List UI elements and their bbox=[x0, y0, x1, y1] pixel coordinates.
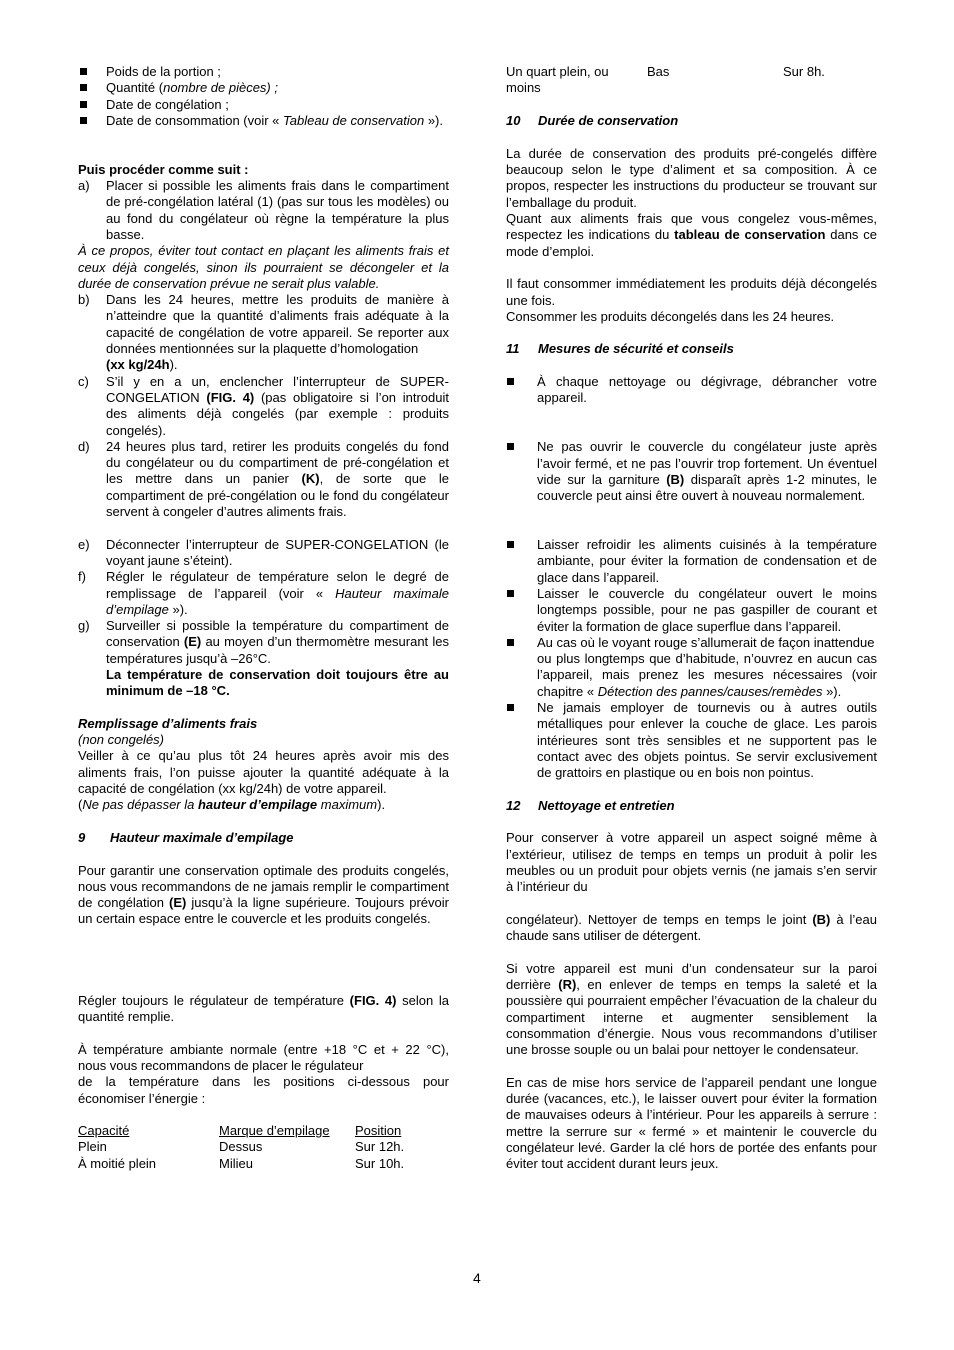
safety-bullet: Laisser refroidir les aliments cuisinés à la température ambiante, pour éviter la formation de condensation et de glace dans l’appareil. bbox=[506, 537, 877, 586]
page-number: 4 bbox=[473, 1270, 481, 1286]
section-10-paragraph: Il faut consommer immédiatement les produits déjà décongelés une fois. bbox=[506, 276, 877, 308]
section-9-heading: 9 Hauteur maximale d’empilage bbox=[78, 829, 294, 845]
square-bullet-icon bbox=[80, 117, 87, 124]
table-cell: Plein bbox=[78, 1139, 107, 1155]
section-12-paragraph: Si votre appareil est muni d’un condensateur sur la paroi derrière (R), en enlever de temps en temps la saleté et la poussière qui pourraient empêcher l’évacuation de la chaleur du compartiment interne et augmenter sensiblement la consommation d’énergie. Nous vous recommandons d’utiliser une brosse souple ou un balai pour nettoyer le condensateur. bbox=[506, 960, 877, 1058]
regulator-paragraph: Régler toujours le régulateur de température (FIG. 4) selon la quantité remplie. bbox=[78, 992, 449, 1025]
section-10-heading: 10 Durée de conservation bbox=[506, 113, 679, 129]
step-f: f) Régler le régulateur de température selon le degré de remplissage de l’appareil (voir « Hauteur maximale d’empilage »). bbox=[78, 569, 449, 617]
table-header: Marque d’empilage bbox=[219, 1123, 330, 1139]
bullet-item: Poids de la portion ; bbox=[78, 64, 449, 80]
bullet-item: Quantité (nombre de pièces) ; bbox=[78, 80, 449, 96]
section-10-paragraph: Quant aux aliments frais que vous congelez vous-mêmes, respectez les indications du tableau de conservation dans ce mode d’emploi. bbox=[506, 211, 877, 259]
section-10-paragraph: La durée de conservation des produits pré-congelés diffère beaucoup selon le type d’aliment et sa composition. À ce propos, respecter les instructions du producteur se trouvant sur l’emballage du produit. bbox=[506, 145, 877, 210]
fill-subtitle: (non congelés) bbox=[78, 732, 164, 748]
square-bullet-icon bbox=[80, 84, 87, 91]
square-bullet-icon bbox=[507, 443, 514, 450]
fill-paragraph: Veiller à ce qu’au plus tôt 24 heures après avoir mis des aliments frais, l’on puisse ajouter la quantité adéquate à la capacité de congélation (xx kg/24h) de votre appareil. (Ne pas dépasser la hauteur d’empilage maximum). bbox=[78, 748, 449, 813]
table-cell: À moitié plein bbox=[78, 1155, 157, 1171]
section-10-paragraph: Consommer les produits décongelés dans les 24 heures. bbox=[506, 308, 835, 324]
bullet-item: Date de consommation (voir « Tableau de conservation »). bbox=[78, 113, 449, 129]
table-cell: Un quart plein, ou bbox=[506, 64, 609, 79]
section-12-paragraph: congélateur). Nettoyer de temps en temps le joint (B) à l’eau chaude sans utiliser de détergent. bbox=[506, 911, 877, 944]
step-e: e) Déconnecter l’interrupteur de SUPER-CONGELATION (le voyant jaune s’éteint). bbox=[78, 536, 449, 568]
table-cell: Milieu bbox=[219, 1155, 253, 1171]
square-bullet-icon bbox=[507, 590, 514, 597]
section-11-heading: 11 Mesures de sécurité et conseils bbox=[506, 341, 734, 357]
table-cell: Sur 10h. bbox=[355, 1155, 405, 1171]
table-cell: Bas bbox=[647, 64, 670, 79]
table-cell: moins bbox=[506, 80, 541, 96]
step-g: g) Surveiller si possible la température du compartiment de conservation (E) au moyen d’un thermomètre mesurant les températures jusqu’à –26°C. La température de conservation doit toujours être au minimum de –18 °C. bbox=[78, 618, 449, 699]
square-bullet-icon bbox=[507, 704, 514, 711]
safety-bullet: À chaque nettoyage ou dégivrage, débrancher votre appareil. bbox=[506, 374, 877, 407]
section-12-paragraph: En cas de mise hors service de l’appareil pendant une longue durée (vacances, etc.), le laisser ouvert pour éviter la formation de mauvaises odeurs à l’intérieur. Pour les appareils à serrure : mettre la serrure sur « fermé » et maintenir le couvercle du congélateur levé. Garder la clé hors de portée des enfants pour éviter tout accident durant leurs jeux. bbox=[506, 1074, 877, 1172]
step-a: a) Placer si possible les aliments frais dans le compartiment de pré-congélation latéral (1) (pas sur tous les modèles) ou au fond du congélateur où règne la température la plus basse. bbox=[78, 178, 449, 242]
section-12-heading: 12 Nettoyage et entretien bbox=[506, 797, 675, 813]
step-b: b) Dans les 24 heures, mettre les produits de manière à n’atteindre que la quantité d’aliments frais adéquate à la capacité de congélation de votre appareil. Se reporter aux données mentionnées sur la plaquette d’homologation (xx kg/24h). bbox=[78, 292, 449, 373]
square-bullet-icon bbox=[507, 541, 514, 548]
step-a-note: À ce propos, éviter tout contact en plaçant les aliments frais et ceux déjà congelés, sinon ils pourraient se décongeler et la durée de conservation prévue ne serait plus valable. bbox=[78, 243, 449, 291]
step-c: c) S’il y en a un, enclencher l’interrupteur de SUPER-CONGELATION (FIG. 4) (pas obligatoire si l’on introduit des aliments déjà congelés (par exemple : produits congelés). bbox=[78, 373, 449, 438]
fill-title: Remplissage d’aliments frais bbox=[78, 715, 258, 731]
safety-bullet: Ne pas ouvrir le couvercle du congélateur juste après l’avoir fermé, et ne pas l’ouvrir trop fortement. Un éventuel vide sur la garniture (B) disparaît après 1-2 minutes, le couvercle peut ainsi être ouvert à nouveau normalement. bbox=[506, 439, 877, 504]
table-header: Position bbox=[355, 1123, 402, 1139]
ambient-paragraph: À température ambiante normale (entre +18 °C et + 22 °C), nous vous recommandons de placer le régulateur de la température dans les positions ci-dessous pour économiser l’énergie : bbox=[78, 1041, 449, 1106]
step-d: d) 24 heures plus tard, retirer les produits congelés du fond du congélateur ou du compartiment de pré-congélation et les mettre dans un panier (K), de sorte que le compartiment de pré-congélation ou le fond du congélateur servent à congeler d’autres aliments frais. bbox=[78, 438, 450, 520]
table-cell: Dessus bbox=[219, 1139, 263, 1155]
right-column bbox=[506, 64, 877, 1173]
procedure-title: Puis procéder comme suit : bbox=[78, 161, 249, 177]
section-12-paragraph: Pour conserver à votre appareil un aspect soigné même à l’extérieur, utilisez de temps en temps un produit à polir les meubles ou un produit pour objets vernis (ne jamais s’en servir à l’intérieur du bbox=[506, 830, 877, 895]
square-bullet-icon bbox=[80, 101, 87, 108]
table-cell: Sur 12h. bbox=[355, 1139, 405, 1155]
section-9-paragraph: Pour garantir une conservation optimale des produits congelés, nous vous recommandons de ne jamais remplir le compartiment de congélation (E) jusqu’à la ligne supérieure. Toujours prévoir un certain espace entre le couvercle et les produits congelés. bbox=[78, 862, 449, 927]
bullet-item: Date de congélation ; bbox=[78, 97, 449, 113]
square-bullet-icon bbox=[507, 639, 514, 646]
square-bullet-icon bbox=[80, 68, 87, 75]
safety-bullet: Au cas où le voyant rouge s’allumerait de façon inattendue ou plus longtemps que d’habitude, n’ouvrez en aucun cas l’appareil, mais prenez les mesures nécessaires (voir chapitre « Détection des pannes/causes/remèdes »). bbox=[506, 635, 877, 700]
table-header: Capacité bbox=[78, 1123, 130, 1139]
safety-bullet: Ne jamais employer de tournevis ou à autres outils métalliques pour enlever la couche de glace. Les parois intérieures sont très sensibles et ne supportent pas le contact avec des objets pointus. Se servir exclusivement de grattoirs en plastique ou en bois non pointus. bbox=[506, 700, 877, 781]
safety-bullet: Laisser le couvercle du congélateur ouvert le moins longtemps possible, pour ne pas gaspiller de courant et éviter la formation de glace superflue dans l’appareil. bbox=[506, 586, 877, 635]
stacking-table bbox=[78, 1123, 449, 1172]
stacking-table-continued bbox=[506, 64, 877, 97]
left-column bbox=[78, 64, 449, 1172]
table-cell: Sur 8h. bbox=[783, 64, 825, 79]
square-bullet-icon bbox=[507, 378, 514, 385]
